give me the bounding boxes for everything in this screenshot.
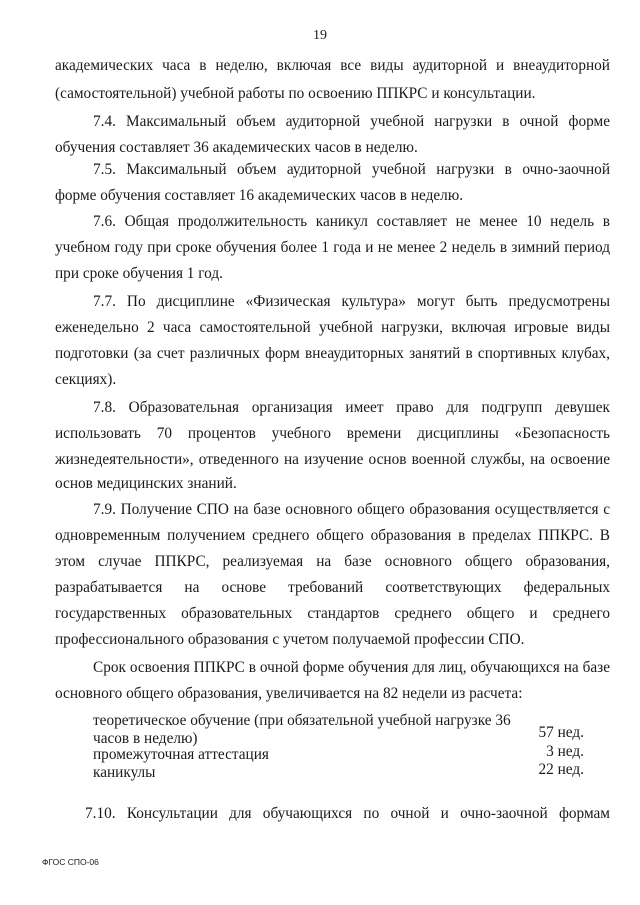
text-line: разрабатывается на основе требований соответствующих федеральных [55,579,610,596]
paragraph-7-10: 7.10. Консультации для обучающихся по очной и очно-заочной формам [85,805,610,822]
text-line: подготовки (за счет различных форм внеаудиторных занятий в спортивных клубах, [55,345,610,362]
footer-code: ФГОС СПО-06 [42,857,99,867]
page-number: 19 [313,28,327,43]
text-line: при сроке обучения 1 год. [55,265,223,282]
text-line: одновременным получением среднего общего образования в пределах ППКРС. В [55,527,610,544]
paragraph-7-7: 7.7. По дисциплине «Физическая культура» могут быть предусмотрены [93,293,610,310]
text-line: обучения составляет 36 академических часов в неделю. [55,139,418,156]
text-line: государственных образовательных стандартов среднего общего и среднего [55,605,610,622]
paragraph-7-6: 7.6. Общая продолжительность каникул составляет не менее 10 недель в [93,213,610,230]
text-line: основного общего образования, увеличивается на 82 недели из расчета: [55,685,523,702]
text-line: (самостоятельной) учебной работы по освоению ППКРС и консультации. [55,85,536,102]
text-line: использовать 70 процентов учебного времени дисциплины «Безопасность [55,425,610,442]
table-row-label: каникулы [93,764,156,781]
table-row-label: теоретическое обучение (при обязательной учебной нагрузке 36 [93,712,511,729]
paragraph-7-8: 7.8. Образовательная организация имеет право для подгрупп девушек [93,399,610,416]
table-row-value: 57 нед. [538,724,584,741]
table-row-label: промежуточная аттестация [93,746,269,763]
paragraph-term: Срок освоения ППКРС в очной форме обучения для лиц, обучающихся на базе [93,659,610,676]
text-line: жизнедеятельности», отведенного на изучение основ военной службы, на освоение [55,451,610,468]
text-line: академических часа в неделю, включая все виды аудиторной и внеаудиторной [55,57,610,74]
text-line: еженедельно 2 часа самостоятельной учебной нагрузки, включая игровые виды [55,319,610,336]
text-line: секциях). [55,371,117,388]
text-line: профессионального образования с учетом получаемой профессии СПО. [55,631,525,648]
paragraph-7-9: 7.9. Получение СПО на базе основного общего образования осуществляется с [93,501,610,518]
text-line: основ медицинских знаний. [55,475,237,492]
paragraph-7-4: 7.4. Максимальный объем аудиторной учебной нагрузки в очной форме [93,113,610,130]
text-line: форме обучения составляет 16 академических часов в неделю. [55,187,464,204]
text-line: этом случае ППКРС, реализуемая на базе основного общего образования, [55,553,610,570]
table-row-value: 22 нед. [538,761,584,778]
paragraph-7-5: 7.5. Максимальный объем аудиторной учебной нагрузки в очно-заочной [93,161,610,178]
table-row-value: 3 нед. [546,743,584,760]
table-row-label: часов в неделю) [93,730,198,747]
text-line: учебном году при сроке обучения более 1 года и не менее 2 недель в зимний период [55,239,610,256]
